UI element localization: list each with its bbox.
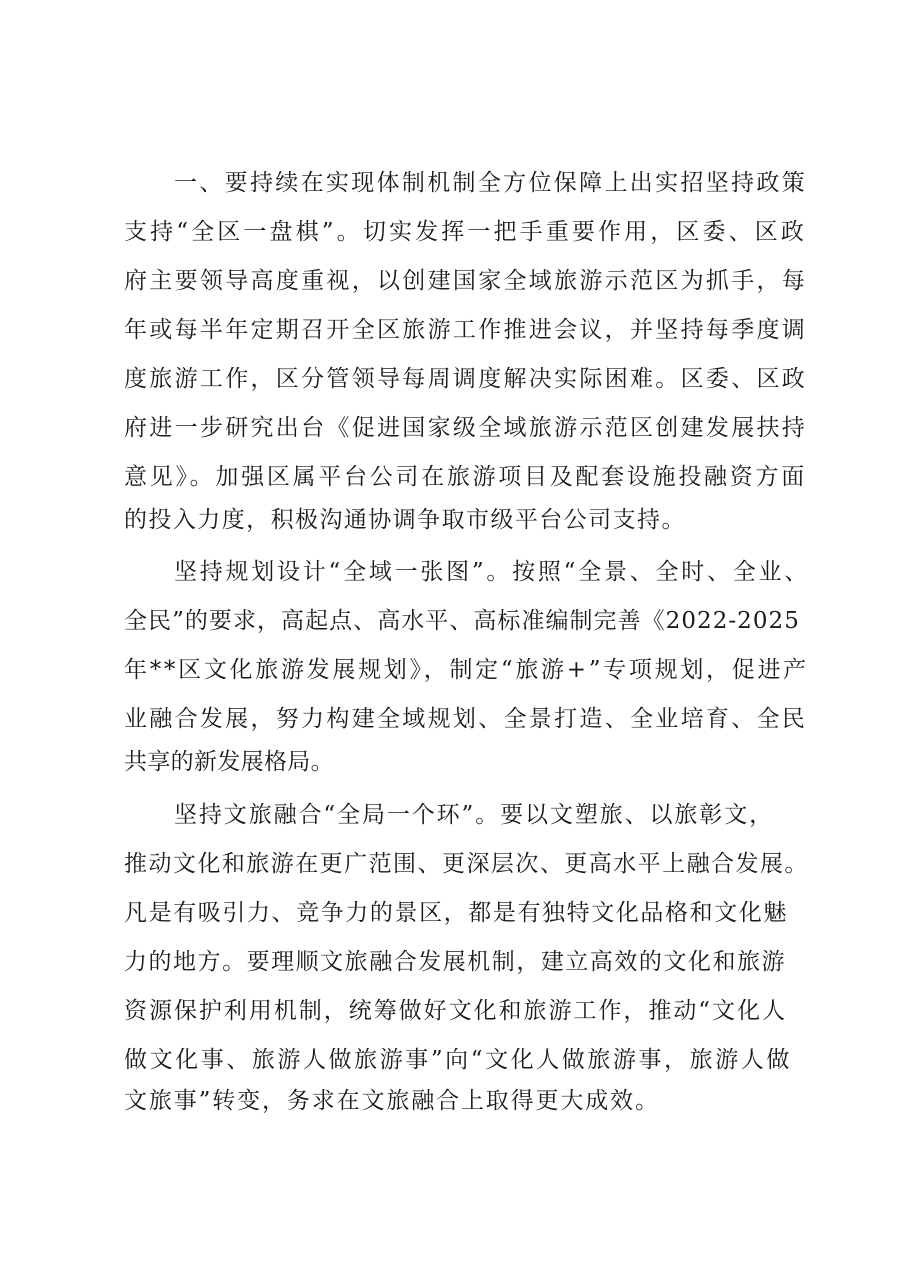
line-text: 府主要领导高度重视，以创建国家全域旅游示范区为抓手，每	[124, 268, 808, 294]
text-line	[0, 991, 909, 1031]
line-text: 意见》。加强区属平台公司在旅游项目及配套设施投融资方面	[124, 464, 807, 490]
line-text: 资源保护利用机制，统筹做好文化和旅游工作，推动“文化人	[124, 998, 787, 1024]
line-text: 一、要持续在实现体制机制全方位保障上出实招坚持政策	[174, 170, 807, 196]
text-line	[0, 650, 909, 690]
text-line	[0, 500, 909, 540]
line-text: 府进一步研究出台《促进国家级全域旅游示范区创建发展扶持	[124, 415, 808, 441]
text-line	[0, 261, 909, 301]
line-text: 的投入力度，积极沟通协调争取市级平台公司支持。	[124, 507, 686, 533]
text-line	[0, 942, 909, 982]
text-line	[0, 893, 909, 933]
text-line	[0, 601, 909, 641]
line-text: 坚持文旅融合“全局一个环”。要以文塑旅、以旅彰文，	[174, 802, 775, 828]
text-line	[0, 699, 909, 739]
line-text: 年或每半年定期召开全区旅游工作推进会议，并坚持每季度调	[124, 317, 808, 343]
text-line	[0, 310, 909, 350]
line-text: 推动文化和旅游在更广范围、更深层次、更高水平上融合发展。	[124, 851, 809, 877]
line-text: 全民”的要求，高起点、高水平、高标准编制完善《2022-2025	[124, 608, 800, 634]
line-text: 共享的新发展格局。	[124, 749, 334, 775]
text-line	[0, 795, 909, 835]
text-line	[0, 1081, 909, 1121]
line-text: 做文化事、旅游人做旅游事”向“文化人做旅游事，旅游人做	[124, 1047, 792, 1073]
text-line	[0, 408, 909, 448]
text-line	[0, 457, 909, 497]
line-text: 凡是有吸引力、竞争力的景区，都是有独特文化品格和文化魅	[124, 900, 788, 926]
line-text: 业融合发展，努力构建全域规划、全景打造、全业培育、全民	[124, 706, 808, 732]
text-line	[0, 844, 909, 884]
line-text: 文旅事”转变，务求在文旅融合上取得更大成效。	[124, 1088, 660, 1114]
text-line	[0, 1040, 909, 1080]
line-text: 坚持规划设计“全域一张图”。按照“全景、全时、全业、	[174, 559, 811, 585]
text-line	[0, 212, 909, 252]
text-line	[0, 163, 909, 203]
text-line	[0, 552, 909, 592]
line-text: 度旅游工作，区分管领导每周调度解决实际困难。区委、区政	[124, 366, 808, 392]
line-text: 力的地方。要理顺文旅融合发展机制，建立高效的文化和旅游	[124, 949, 787, 975]
text-line	[0, 742, 909, 782]
line-text: 支持“全区一盘棋”。切实发挥一把手重要作用，区委、区政	[124, 219, 808, 245]
line-text: 年**区文化旅游发展规划》，制定“旅游+”专项规划，促进产	[124, 657, 809, 683]
text-line	[0, 359, 909, 399]
